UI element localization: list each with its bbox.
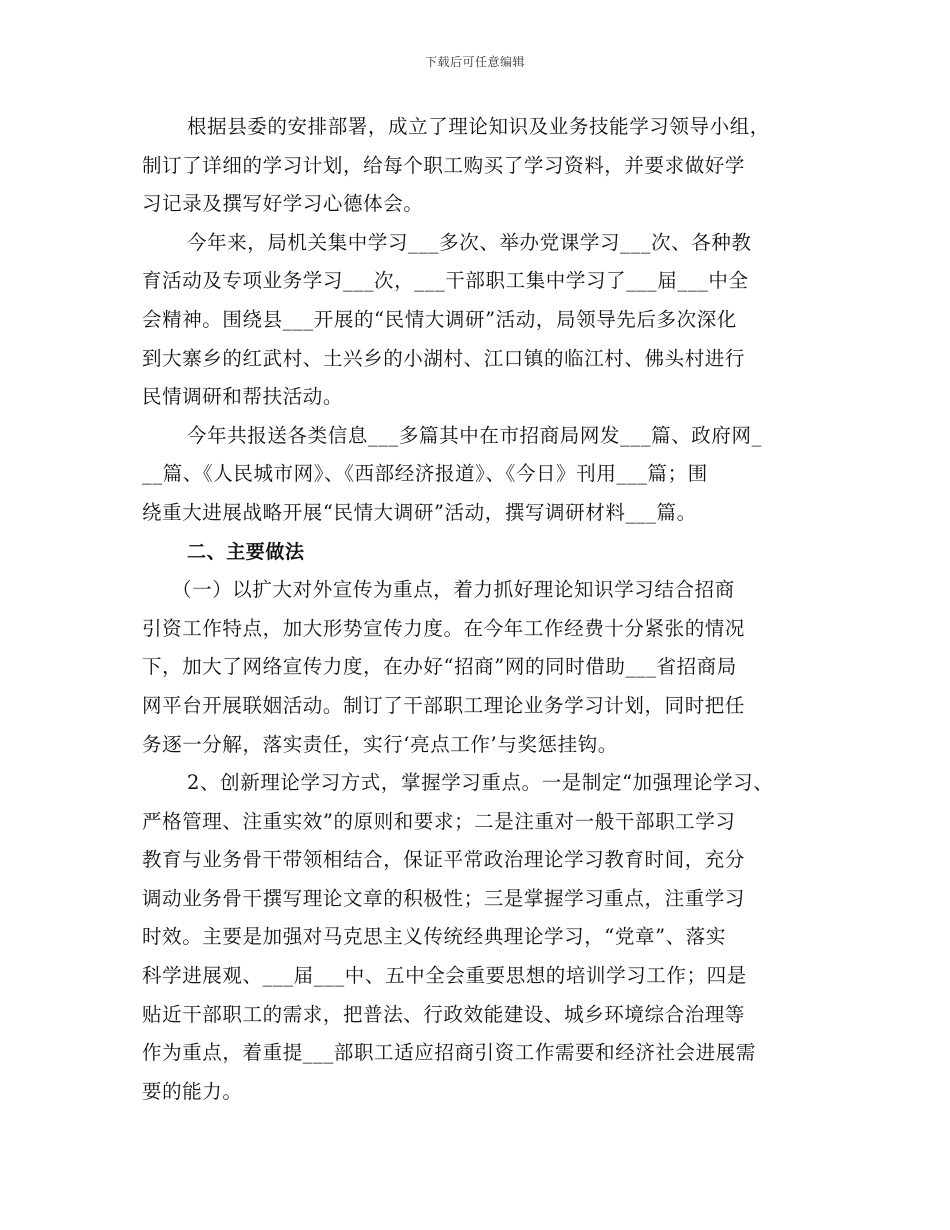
paragraph-line: 民情调研和帮扶活动。 <box>142 385 344 409</box>
paragraph-line: 2、创新理论学习方式，掌握学习重点。一是制定“加强理论学习、 <box>187 771 774 795</box>
paragraph-line: 科学进展观、___届___中、五中全会重要思想的培训学习工作；四是 <box>142 964 747 988</box>
paragraph-line: 育活动及专项业务学习___次，___干部职工集中学习了___届___中全 <box>142 269 749 293</box>
paragraph-line: 贴近干部职工的需求，把普法、行政效能建设、城乡环境综合治理等 <box>142 1002 746 1026</box>
paragraph-line: 作为重点，着重提___部职工适应招商引资工作需要和经济社会进展需 <box>142 1041 756 1065</box>
paragraph-line: 下，加大了网络宣传力度，在办好“招商”网的同时借助___省招商局 <box>142 655 737 679</box>
paragraph-line: 今年共报送各类信息___多篇其中在市招商局网发___篇、政府网_ <box>187 423 762 447</box>
paragraph-line: 绕重大进展战略开展“民情大调研”活动，撰写调研材料___篇。 <box>142 500 697 524</box>
paragraph-line: 务逐一分解，落实责任，实行‘亮点工作’与奖惩挂钩。 <box>142 732 618 756</box>
paragraph-line: 教育与业务骨干带领相结合，保证平常政治理论学习教育时间，充分 <box>142 848 746 872</box>
paragraph-line: 调动业务骨干撰写理论文章的积极性；三是掌握学习重点，注重学习 <box>142 886 746 910</box>
paragraph-line: 根据县委的安排部署，成立了理论知识及业务技能学习领导小组， <box>187 115 770 138</box>
paragraph-line: （一）以扩大对外宣传为重点，着力抓好理论知识学习结合招商 <box>172 578 735 602</box>
paragraph-line: 网平台开展联姻活动。制订了干部职工理论业务学习计划，同时把任 <box>142 693 746 717</box>
paragraph-line: 严格管理、注重实效”的原则和要求；二是注重对一般干部职工学习 <box>142 809 736 833</box>
paragraph-line: 会精神。围绕县___开展的“民情大调研”活动，局领导先后多次深化 <box>142 307 737 331</box>
paragraph-line: 今年来，局机关集中学习___多次、举办党课学习___次、各种教 <box>187 230 752 254</box>
paragraph-line: 到大寨乡的红武村、土兴乡的小湖村、江口镇的临江村、佛头村进行 <box>142 346 746 370</box>
paragraph-line: 制订了详细的学习计划，给每个职工购买了学习资料，并要求做好学 <box>142 153 746 177</box>
section-heading: 二、主要做法 <box>187 540 305 563</box>
paragraph-line: __篇、《人民城市网》、《西部经济报道》、《今日》刊用___篇；围 <box>142 462 708 486</box>
paragraph-line: 时效。主要是加强对马克思主义传统经典理论学习，“党章”、落实 <box>142 925 726 949</box>
document-body <box>142 108 832 1111</box>
paragraph-line: 习记录及撰写好学习心德体会。 <box>142 192 424 216</box>
page-header: 下载后可任意编辑 <box>424 55 525 69</box>
paragraph-line: 要的能力。 <box>142 1079 243 1103</box>
paragraph-line: 引资工作特点，加大形势宣传力度。在今年工作经费十分紧张的情况 <box>142 616 746 640</box>
